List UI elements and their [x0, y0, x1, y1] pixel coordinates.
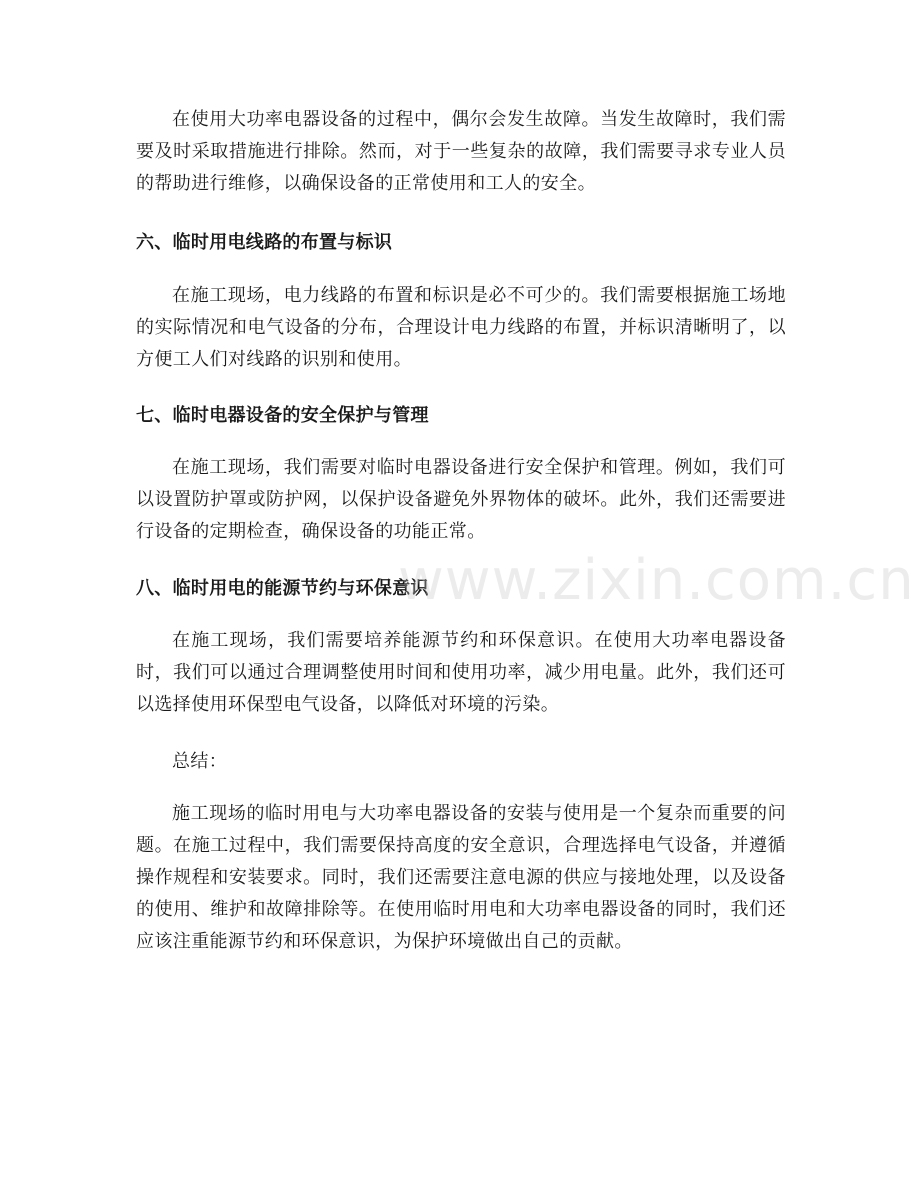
summary-label: 总结：: [172, 751, 228, 772]
section-heading-6: 六、临时用电线路的布置与标识: [136, 232, 393, 253]
section-body-8: 在施工现场，我们需要培养能源节约和环保意识。在使用大功率电器设备时，我们可以通过合理调整使用时间和使用功率，减少用电量。此外，我们还可以选择使用环保型电气设备，以降低对环境的污染。: [136, 630, 786, 715]
section-heading-8: 八、临时用电的能源节约与环保意识: [136, 578, 429, 599]
summary-paragraph: 施工现场的临时用电与大功率电器设备的安装与使用是一个复杂而重要的问题。在施工过程中，我们需要保持高度的安全意识，合理选择电气设备，并遵循操作规程和安装要求。同时，我们还需要注意电源的供应与接地处理，以及设备的使用、维护和故障排除等。在使用临时用电和大功率电器设备的同时，我们还应该注重能源节约和环保意识，为保护环境做出自己的贡献。: [136, 803, 786, 952]
section-heading-7: 七、临时电器设备的安全保护与管理: [136, 405, 429, 426]
watermark: www.zixin.com.cn: [398, 548, 915, 613]
intro-paragraph: 在使用大功率电器设备的过程中，偶尔会发生故障。当发生故障时，我们需要及时采取措施进行排除。然而，对于一些复杂的故障，我们需要寻求专业人员的帮助进行维修，以确保设备的正常使用和工人的安全。: [136, 109, 786, 194]
section-body-6: 在施工现场，电力线路的布置和标识是必不可少的。我们需要根据施工场地的实际情况和电气设备的分布，合理设计电力线路的布置，并标识清晰明了，以方便工人们对线路的识别和使用。: [136, 285, 786, 370]
section-body-7: 在施工现场，我们需要对临时电器设备进行安全保护和管理。例如，我们可以设置防护罩或防护网，以保护设备避免外界物体的破坏。此外，我们还需要进行设备的定期检查，确保设备的功能正常。: [136, 457, 786, 542]
